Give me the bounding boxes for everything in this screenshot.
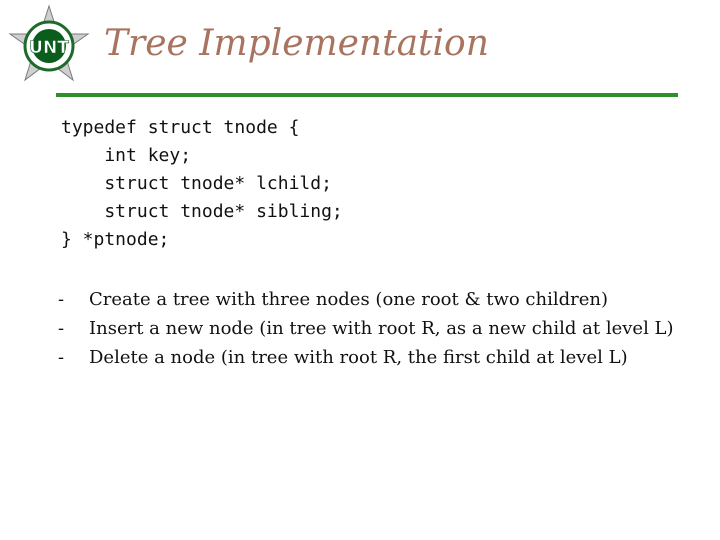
list-item: [56, 285, 674, 314]
unt-logo: [8, 4, 90, 86]
struct-code-block: [61, 114, 343, 254]
code-line: int key;: [61, 145, 192, 166]
unt-logo-icon: [8, 4, 90, 86]
code-line: struct tnode* sibling;: [61, 201, 343, 222]
list-item-text: Delete a node (in tree with root R, the first child at level L): [89, 347, 628, 368]
list-item-text: Create a tree with three nodes (one root & two children): [89, 289, 609, 310]
bullet-dash: -: [58, 318, 65, 339]
bullet-dash: -: [58, 347, 65, 368]
logo-main-text: UNT: [29, 38, 69, 58]
operation-list: [56, 285, 674, 372]
code-line: typedef struct tnode {: [61, 117, 300, 138]
title-divider: [56, 93, 678, 97]
slide-title: Tree Implementation: [104, 23, 489, 64]
list-item: [56, 343, 674, 372]
list-item-text: Insert a new node (in tree with root R, as a new child at level L): [89, 318, 674, 339]
code-line: } *ptnode;: [61, 229, 170, 250]
list-item: [56, 314, 674, 343]
code-line: struct tnode* lchild;: [61, 173, 332, 194]
bullet-dash: -: [58, 289, 65, 310]
